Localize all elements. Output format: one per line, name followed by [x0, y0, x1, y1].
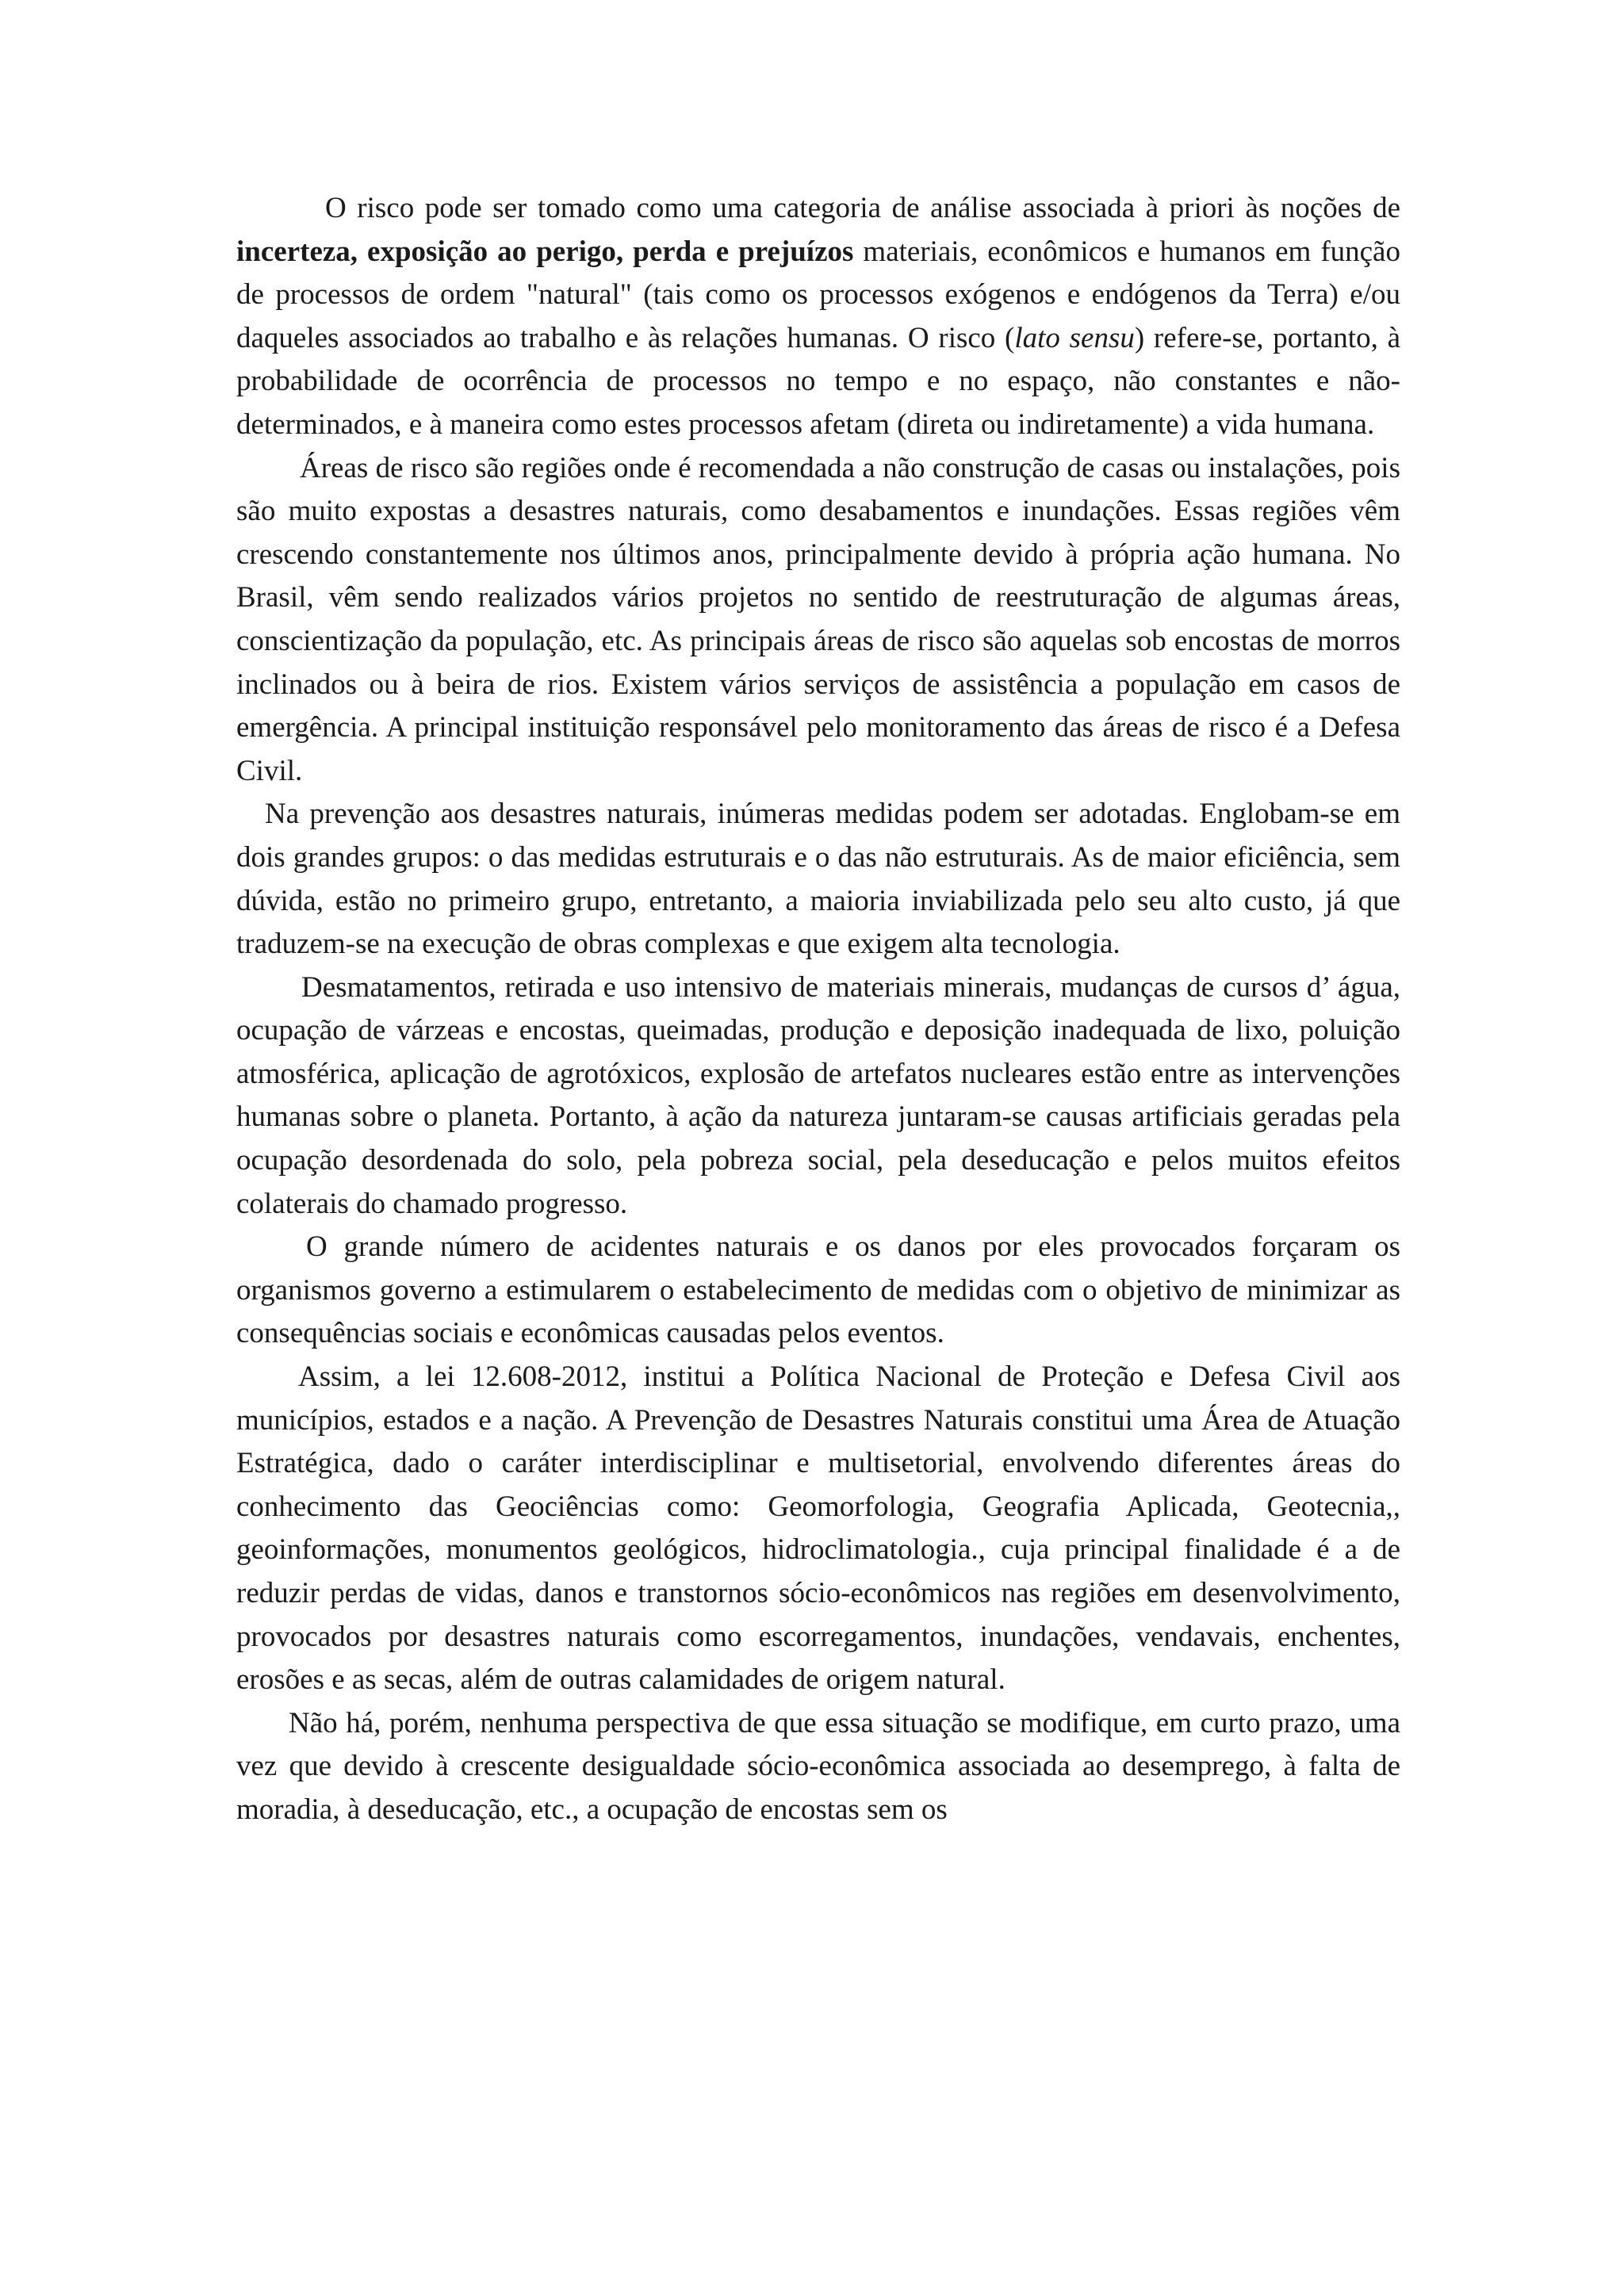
- paragraph-text: O risco pode ser tomado como uma categoria de análise associada à priori às noções de: [325, 192, 1400, 224]
- document-body: [236, 187, 1400, 1832]
- paragraph-risk-areas: Áreas de risco são regiões onde é recomendada a não construção de casas ou instalações, pois são muito expostas a desastres naturais, como desabamentos e inundações. Essas regiões vêm crescendo constantemente nos últimos anos, principalmente devido à própria ação humana. No Brasil, vêm sendo realizados vários projetos no sentido de reestruturação de algumas áreas, conscientização da população, etc. As principais áreas de risco são aquelas sob encostas de morros inclinados ou à beira de rios. Existem vários serviços de assistência a população em casos de emergência. A principal instituição responsável pelo monitoramento das áreas de risco é a Defesa Civil.: [236, 451, 1400, 787]
- paragraph-civil-defense-law: Assim, a lei 12.608-2012, institui a Política Nacional de Proteção e Defesa Civil aos municípios, estados e a nação. A Prevenção de Desastres Naturais constitui uma Área de Atuação Estratégica, dado o caráter interdisciplinar e multisetorial, envolvendo diferentes áreas do conhecimento das Geociências como: Geomorfologia, Geografia Aplicada, Geotecnia,, geoinformações, monumentos geológicos, hidroclimatologia., cuja principal finalidade é a de reduzir perdas de vidas, danos e transtornos sócio-econômicos nas regiões em desenvolvimento, provocados por desastres naturais como escorregamentos, inundações, vendavais, enchentes, erosões e as secas, além de outras calamidades de origem natural.: [236, 1360, 1400, 1697]
- paragraph-text: ) refere-se, portanto, à probabilidade de ocorrência de processos no tempo e no espaço, não constantes e não-determinados, e à maneira como estes processos afetam (direta ou indiretamente) a vida humana.: [236, 321, 1400, 441]
- paragraph-perspective: Não há, porém, nenhuma perspectiva de que essa situação se modifique, em curto prazo, uma vez que devido à crescente desigualdade sócio-econômica associada ao desemprego, à falta de moradia, à deseducação, etc., a ocupação de encostas sem os: [236, 1706, 1400, 1826]
- paragraph-natural-accidents: O grande número de acidentes naturais e os danos por eles provocados forçaram os organismos governo a estimularem o estabelecimento de medidas com o objetivo de minimizar as consequências sociais e econômicas causadas pelos eventos.: [236, 1230, 1400, 1350]
- bold-emphasis-text: incerteza, exposição ao perigo, perda e prejuízos: [236, 235, 854, 268]
- paragraph-text: materiais, econômicos e humanos em função de processos de ordem "natural" (tais como os processos exógenos e endógenos da Terra) e/ou daqueles associados ao trabalho e às relações humanas. O risco (: [236, 235, 1400, 354]
- paragraph-human-interventions: Desmatamentos, retirada e uso intensivo de materiais minerais, mudanças de cursos d’ água, ocupação de várzeas e encostas, queimadas, produção e deposição inadequada de lixo, poluição atmosférica, aplicação de agrotóxicos, explosão de artefatos nucleares estão entre as intervenções humanas sobre o planeta. Portanto, à ação da natureza juntaram-se causas artificiais geradas pela ocupação desordenada do solo, pela pobreza social, pela deseducação e pelos muitos efeitos colaterais do chamado progresso.: [236, 970, 1400, 1220]
- paragraph-risk-definition: [236, 187, 1400, 447]
- paragraph-prevention: Na prevenção aos desastres naturais, inúmeras medidas podem ser adotadas. Englobam-se em dois grandes grupos: o das medidas estruturais e o das não estruturais. As de maior eficiência, sem dúvida, estão no primeiro grupo, entretanto, a maioria inviabilizada pelo seu alto custo, já que traduzem-se na execução de obras complexas e que exigem alta tecnologia.: [236, 798, 1400, 961]
- italic-term-text: lato sensu: [1014, 321, 1135, 354]
